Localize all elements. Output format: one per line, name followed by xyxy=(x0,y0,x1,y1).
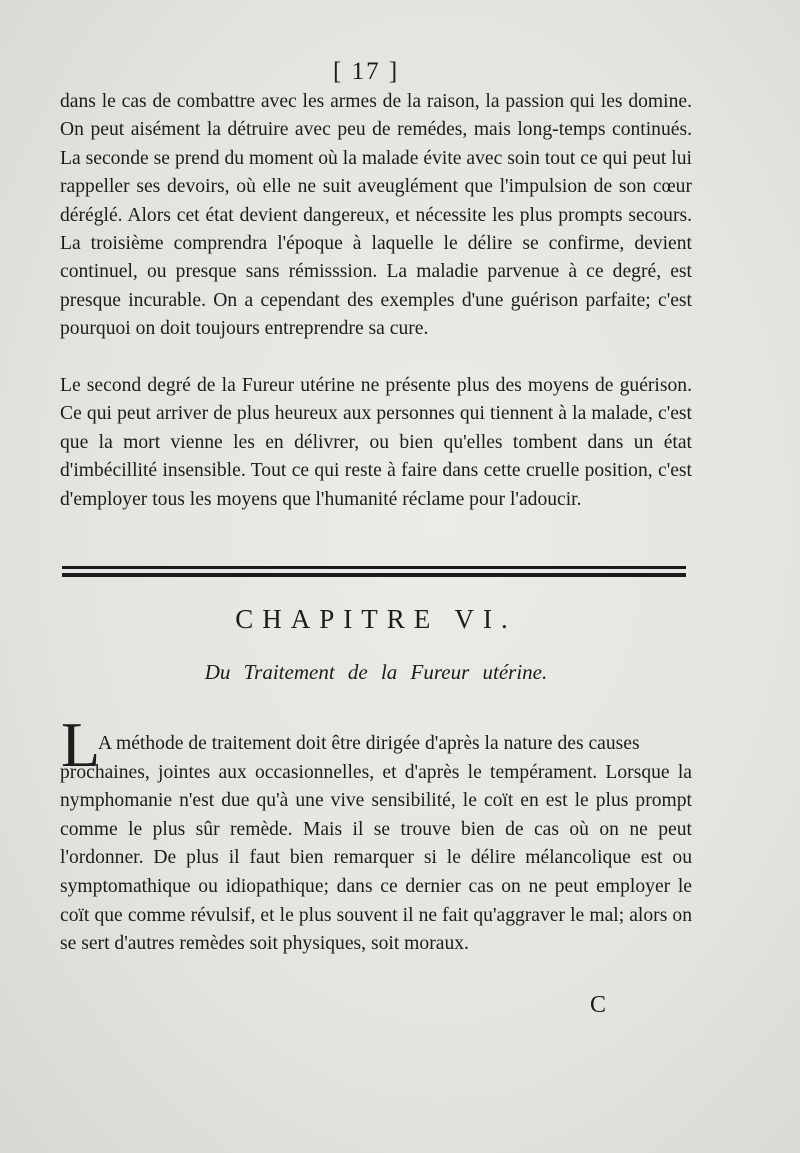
chapter-paragraph xyxy=(60,730,692,959)
paragraph-1 xyxy=(60,88,692,344)
ornamental-rule-top xyxy=(62,566,686,569)
ornamental-rule-bottom xyxy=(62,573,686,577)
chapter-paragraph-first-line: A méthode de traitement doit être dirigée d'après la nature des causes xyxy=(98,733,640,754)
drop-cap: L xyxy=(61,717,101,771)
paragraph-2 xyxy=(60,372,692,514)
paragraph-1-text: dans le cas de combattre avec les armes de la raison, la passion qui les domine. On peut aisément la détruire avec peu de remédes, mais long-temps continués. La seconde se prend du moment où la malade évite avec soin tout ce qui peut lui rappeller ses devoirs, où elle ne suit aveuglément que l'impulsion de son cœur déréglé. Alors cet état devient dangereux, et nécessite les plus prompts secours. La troisième comprendra l'époque à laquelle le délire se confirme, devient continuel, ou presque sans rémisssion. La maladie parvenue à ce degré, est presque incurable. On a cependant des exemples d'une guérison parfaite; c'est pourquoi on doit toujours entreprendre sa cure. xyxy=(60,91,692,340)
chapter-paragraph-rest: prochaines, jointes aux occasionnelles, et d'après le tempérament. Lorsque la nymphomanie n'est due qu'à une vive sensibilité, le coït en est le plus prompt comme le plus sûr remède. Mais il se trouve bien de cas où on ne peut l'ordonner. De plus il faut bien remarquer si le délire mélancolique est ou symptomathique ou idiopathique; dans ce dernier cas on ne peut employer le coït que comme révulsif, et le plus souvent il ne fait qu'aggraver le mal; alors on se sert d'autres remèdes soit physiques, soit moraux. xyxy=(60,761,692,955)
chapter-subtitle: Du Traitement de la Fureur utérine. xyxy=(204,660,548,684)
chapter-title: CHAPITRE VI. xyxy=(235,604,517,634)
paragraph-2-text: Le second degré de la Fureur utérine ne présente plus des moyens de guérison. Ce qui peut arriver de plus heureux aux personnes qui tiennent à la malade, c'est que la mort vienne les en délivrer, ou bien qu'elles tombent dans un état d'imbécillité insensible. Tout ce qui reste à faire dans cette cruelle position, c'est d'employer tous les moyens que l'humanité réclame pour l'adoucir. xyxy=(60,375,692,510)
page-number: [ 17 ] xyxy=(333,58,400,85)
catchword: C xyxy=(590,992,607,1018)
